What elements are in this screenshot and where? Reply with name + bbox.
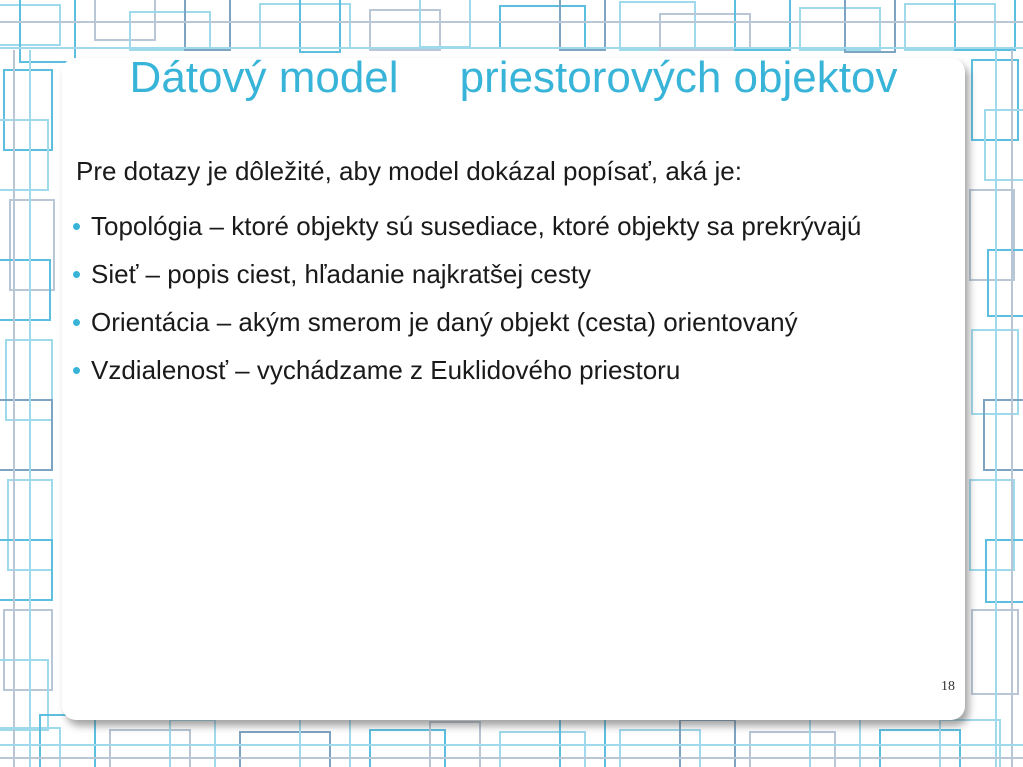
bullet-text: Topológia – ktoré objekty sú susediace, ktoré objekty sa prekrývajú — [91, 211, 862, 241]
page-number: 18 — [941, 679, 955, 694]
bullet-item — [72, 306, 952, 338]
slide-title: Dátový model priestorových objektov — [129, 53, 898, 102]
bullet-dot-icon — [73, 319, 80, 326]
bullet-dot-icon — [73, 271, 80, 278]
bullet-item — [72, 210, 952, 242]
bullet-dot-icon — [73, 367, 80, 374]
bullet-item — [72, 258, 952, 290]
bullet-text: Orientácia – akým smerom je daný objekt (cesta) orientovaný — [91, 307, 798, 337]
intro-text: Pre dotazy je dôležité, aby model dokázal popísať, aká je: — [76, 156, 742, 186]
bullet-text: Vzdialenosť – vychádzame z Euklidového priestoru — [91, 355, 681, 385]
bullet-list — [72, 210, 952, 402]
bullet-dot-icon — [73, 223, 80, 230]
bullet-item — [72, 354, 952, 386]
bullet-text: Sieť – popis ciest, hľadanie najkratšej cesty — [91, 259, 592, 289]
